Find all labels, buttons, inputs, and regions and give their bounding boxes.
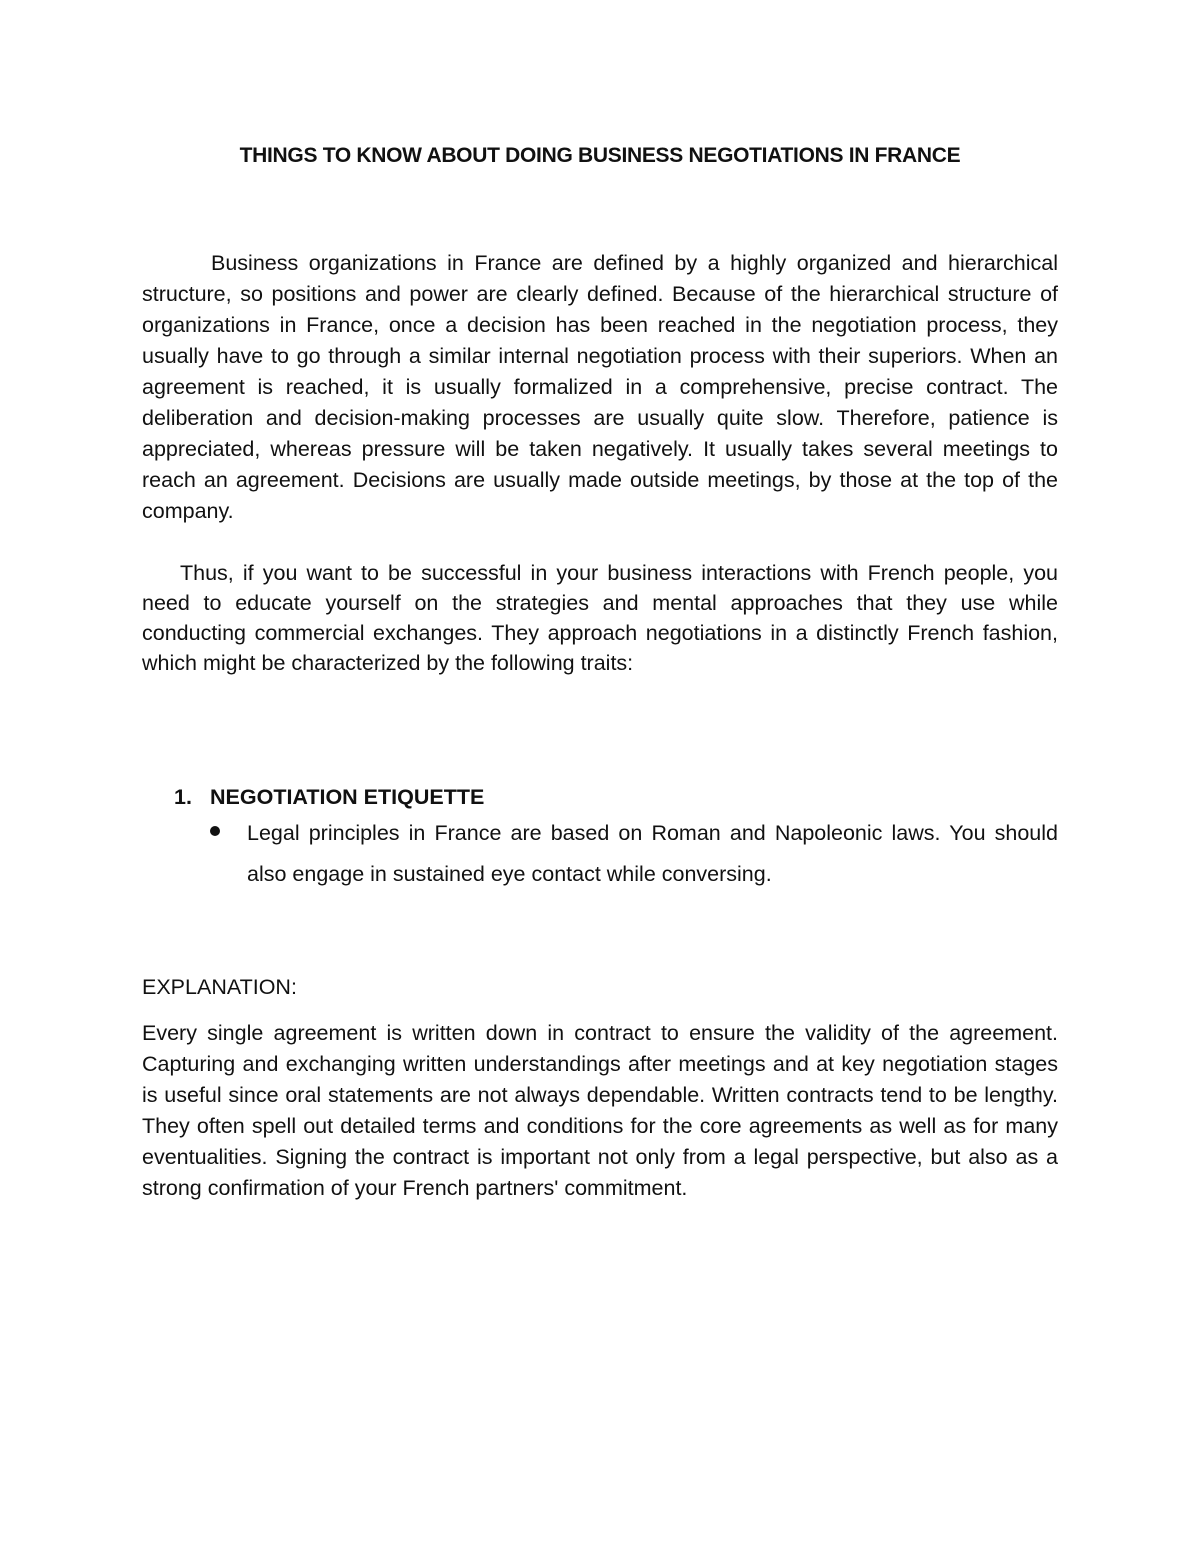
section-number: 1. bbox=[174, 785, 192, 809]
bullet-icon bbox=[210, 826, 220, 836]
section-heading-text: NEGOTIATION ETIQUETTE bbox=[210, 785, 485, 809]
document-title: THINGS TO KNOW ABOUT DOING BUSINESS NEGOTIATIONS IN FRANCE bbox=[239, 144, 961, 167]
section-heading bbox=[174, 783, 484, 811]
bullet-item: Legal principles in France are based on Roman and Napoleonic laws. You should also engage in sustained eye contact while conversing. bbox=[247, 821, 1058, 886]
second-paragraph: Thus, if you want to be successful in your business interactions with French people, you need to educate yourself on the strategies and mental approaches that they use while conducting commercial exchanges. They approach negotiations in a distinctly French fashion, which might be characterized by the following traits: bbox=[142, 561, 1058, 675]
intro-paragraph: Business organizations in France are defined by a highly organized and hierarchical structure, so positions and power are clearly defined. Because of the hierarchical structure of organizations in France, once a decision has been reached in the negotiation process, they usually have to go through a similar internal negotiation process with their superiors. When an agreement is reached, it is usually formalized in a comprehensive, precise contract. The deliberation and decision-making processes are usually quite slow. Therefore, patience is appreciated, whereas pressure will be taken negatively. It usually takes several meetings to reach an agreement. Decisions are usually made outside meetings, by those at the top of the company. bbox=[142, 251, 1058, 523]
explanation-paragraph: Every single agreement is written down in contract to ensure the validity of the agreement. Capturing and exchanging written understandings after meetings and at key negotiation stages is useful since oral statements are not always dependable. Written contracts tend to be lengthy. They often spell out detailed terms and conditions for the core agreements as well as for many eventualities. Signing the contract is important not only from a legal perspective, but also as a strong confirmation of your French partners' commitment. bbox=[142, 1021, 1058, 1200]
explanation-label: EXPLANATION: bbox=[142, 975, 297, 999]
